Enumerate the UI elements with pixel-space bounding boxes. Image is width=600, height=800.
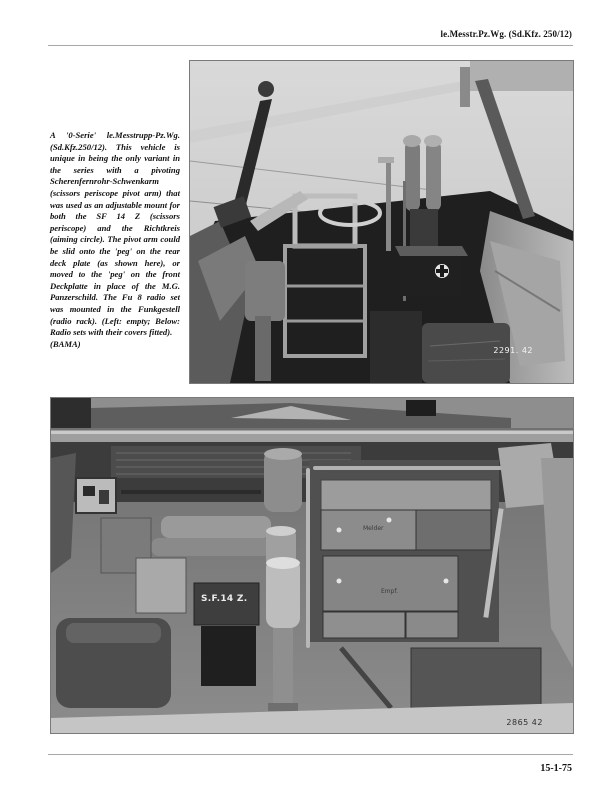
- caption-credit: (BAMA): [50, 338, 81, 349]
- running-head: le.Messtr.Pz.Wg. (Sd.Kfz. 250/12): [440, 29, 572, 39]
- upper-set-label: Melder: [363, 525, 384, 532]
- sf14z-box-stencil: S.F.14 Z.: [201, 594, 248, 604]
- caption-text: A '0-Serie' le.Messtrupp-Pz.Wg. (Sd.Kfz.250/12). This vehicle is unique in being the only variant in the series with a pivoting Scherenfernrohr-Schwenkarm (scissors periscope pivot arm) that was used as an adjustable mount for both the SF 14 Z (scissors periscope) and the Richtkreis (aiming circle). The pivot arm could be slid onto the 'peg' on the rear deck plate (as shown here), or moved to the 'peg' on the front Deckplatte in place of the M.G. Panzerschild. The Fu 8 radio set was mounted in the Funkgestell (radio rack). (Left: empty; Below: Radio sets with their covers fitted).: [50, 130, 180, 338]
- photo-bottom-negative-number: 2865 42: [506, 718, 543, 727]
- photo-top: [189, 60, 574, 384]
- footer-rule: [48, 754, 573, 755]
- header-rule: [48, 45, 573, 46]
- photo-bottom-image: [51, 398, 573, 733]
- page-folio: 15-1-75: [540, 763, 572, 774]
- photo-top-image: [190, 61, 573, 383]
- photo-top-negative-number: 2291. 42: [493, 346, 533, 355]
- photo-bottom: [50, 397, 574, 734]
- photo-caption: [50, 130, 180, 350]
- lower-set-label: Empf.: [381, 588, 399, 595]
